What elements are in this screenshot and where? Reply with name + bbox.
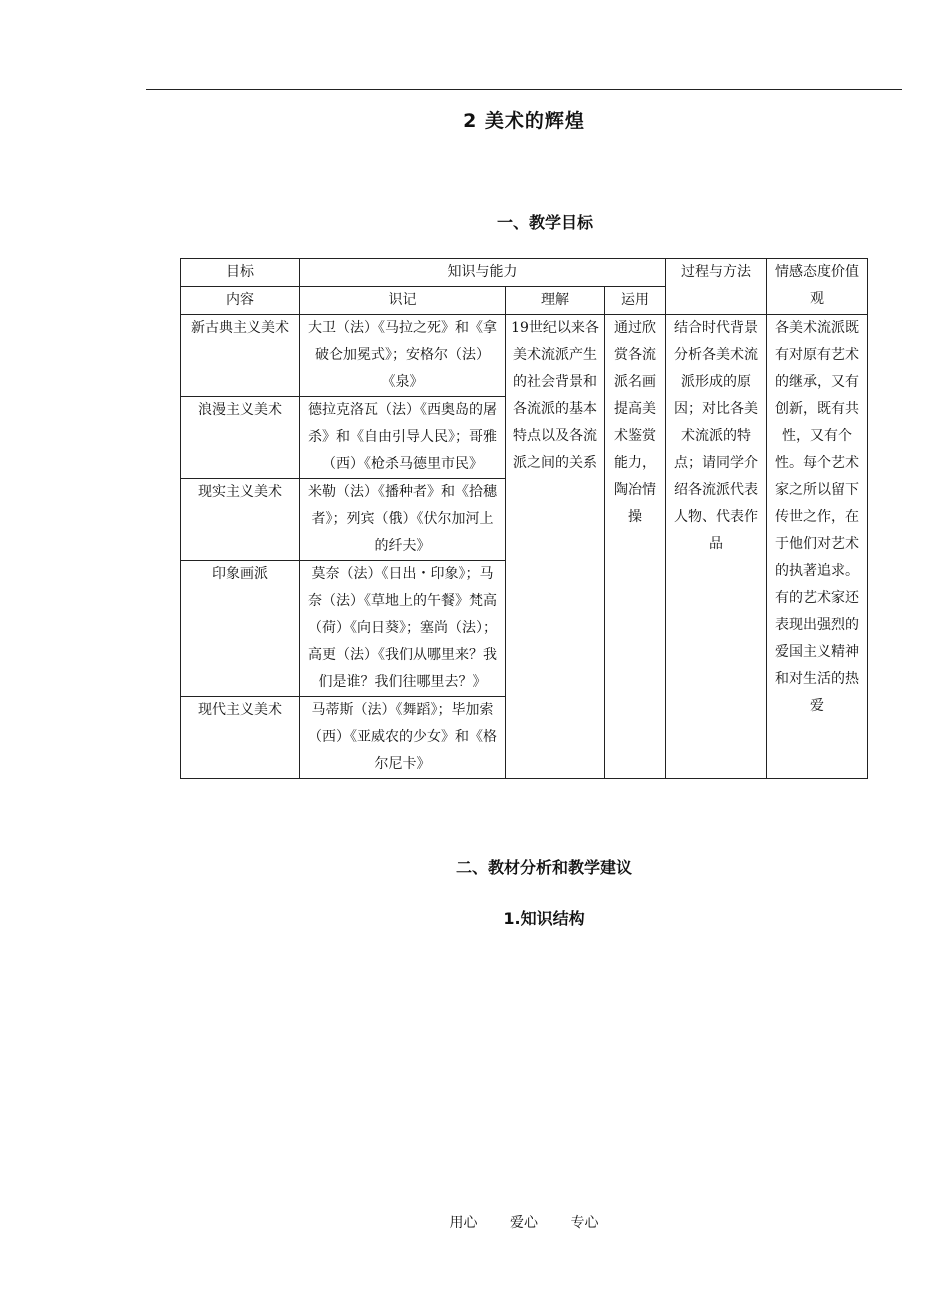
document-title: 2 美术的辉煌 (463, 110, 585, 132)
header-knowledge-ability: 知识与能力 (300, 259, 666, 287)
header-corner-goal: 目标 (181, 259, 300, 287)
cell-apply: 通过欣赏各流派名画提高美术鉴赏能力，陶冶情操 (605, 315, 666, 779)
row-content: 新古典主义美术 (181, 315, 300, 397)
header-understand: 理解 (506, 287, 605, 315)
section-heading-material-analysis: 二、教材分析和教学建议 (455, 858, 632, 877)
teaching-goals-table (180, 258, 868, 779)
header-emotion-values: 情感态度价值观 (767, 259, 868, 315)
header-corner-content: 内容 (181, 287, 300, 315)
page-footer (0, 1212, 950, 1232)
cell-understand: 19世纪以来各美术流派产生的社会背景和各流派的基本特点以及各流派之间的关系 (506, 315, 605, 779)
header-process-method: 过程与方法 (666, 259, 767, 315)
section-heading-teaching-goals: 一、教学目标 (496, 213, 593, 232)
row-recognize: 马蒂斯（法）《舞蹈》；毕加索（西）《亚威农的少女》和《格尔尼卡》 (300, 697, 506, 779)
cell-emotion: 各美术流派既有对原有艺术的继承，又有创新，既有共性，又有个性。每个艺术家之所以留下传世之作，在于他们对艺术的执著追求。有的艺术家还表现出强烈的爱国主义精神和对生活的热爱 (767, 315, 868, 779)
row-content: 浪漫主义美术 (181, 397, 300, 479)
header-apply: 运用 (605, 287, 666, 315)
subsection-heading-knowledge-structure: 1.知识结构 (503, 909, 585, 928)
table-header-row (181, 259, 868, 287)
header-recognize: 识记 (300, 287, 506, 315)
row-recognize: 米勒（法）《播种者》和《拾穗者》；列宾（俄）《伏尔加河上的纤夫》 (300, 479, 506, 561)
row-recognize: 德拉克洛瓦（法）《西奥岛的屠杀》和《自由引导人民》；哥雅（西）《枪杀马德里市民》 (300, 397, 506, 479)
row-content: 印象画派 (181, 561, 300, 697)
row-content: 现实主义美术 (181, 479, 300, 561)
header-rule (146, 89, 902, 90)
footer-word: 爱心 (510, 1215, 538, 1231)
table-row (181, 315, 868, 397)
footer-word: 用心 (449, 1215, 478, 1231)
cell-process: 结合时代背景分析各美术流派形成的原因；对比各美术流派的特点；请同学介绍各流派代表人物、代表作品 (666, 315, 767, 779)
row-content: 现代主义美术 (181, 697, 300, 779)
row-recognize: 大卫（法）《马拉之死》和《拿破仑加冕式》；安格尔（法）《泉》 (300, 315, 506, 397)
footer-word: 专心 (570, 1215, 599, 1231)
row-recognize: 莫奈（法）《日出・印象》；马奈（法）《草地上的午餐》梵高（荷）《向日葵》；塞尚（法）；高更（法）《我们从哪里来？我们是谁？我们往哪里去？》 (300, 561, 506, 697)
